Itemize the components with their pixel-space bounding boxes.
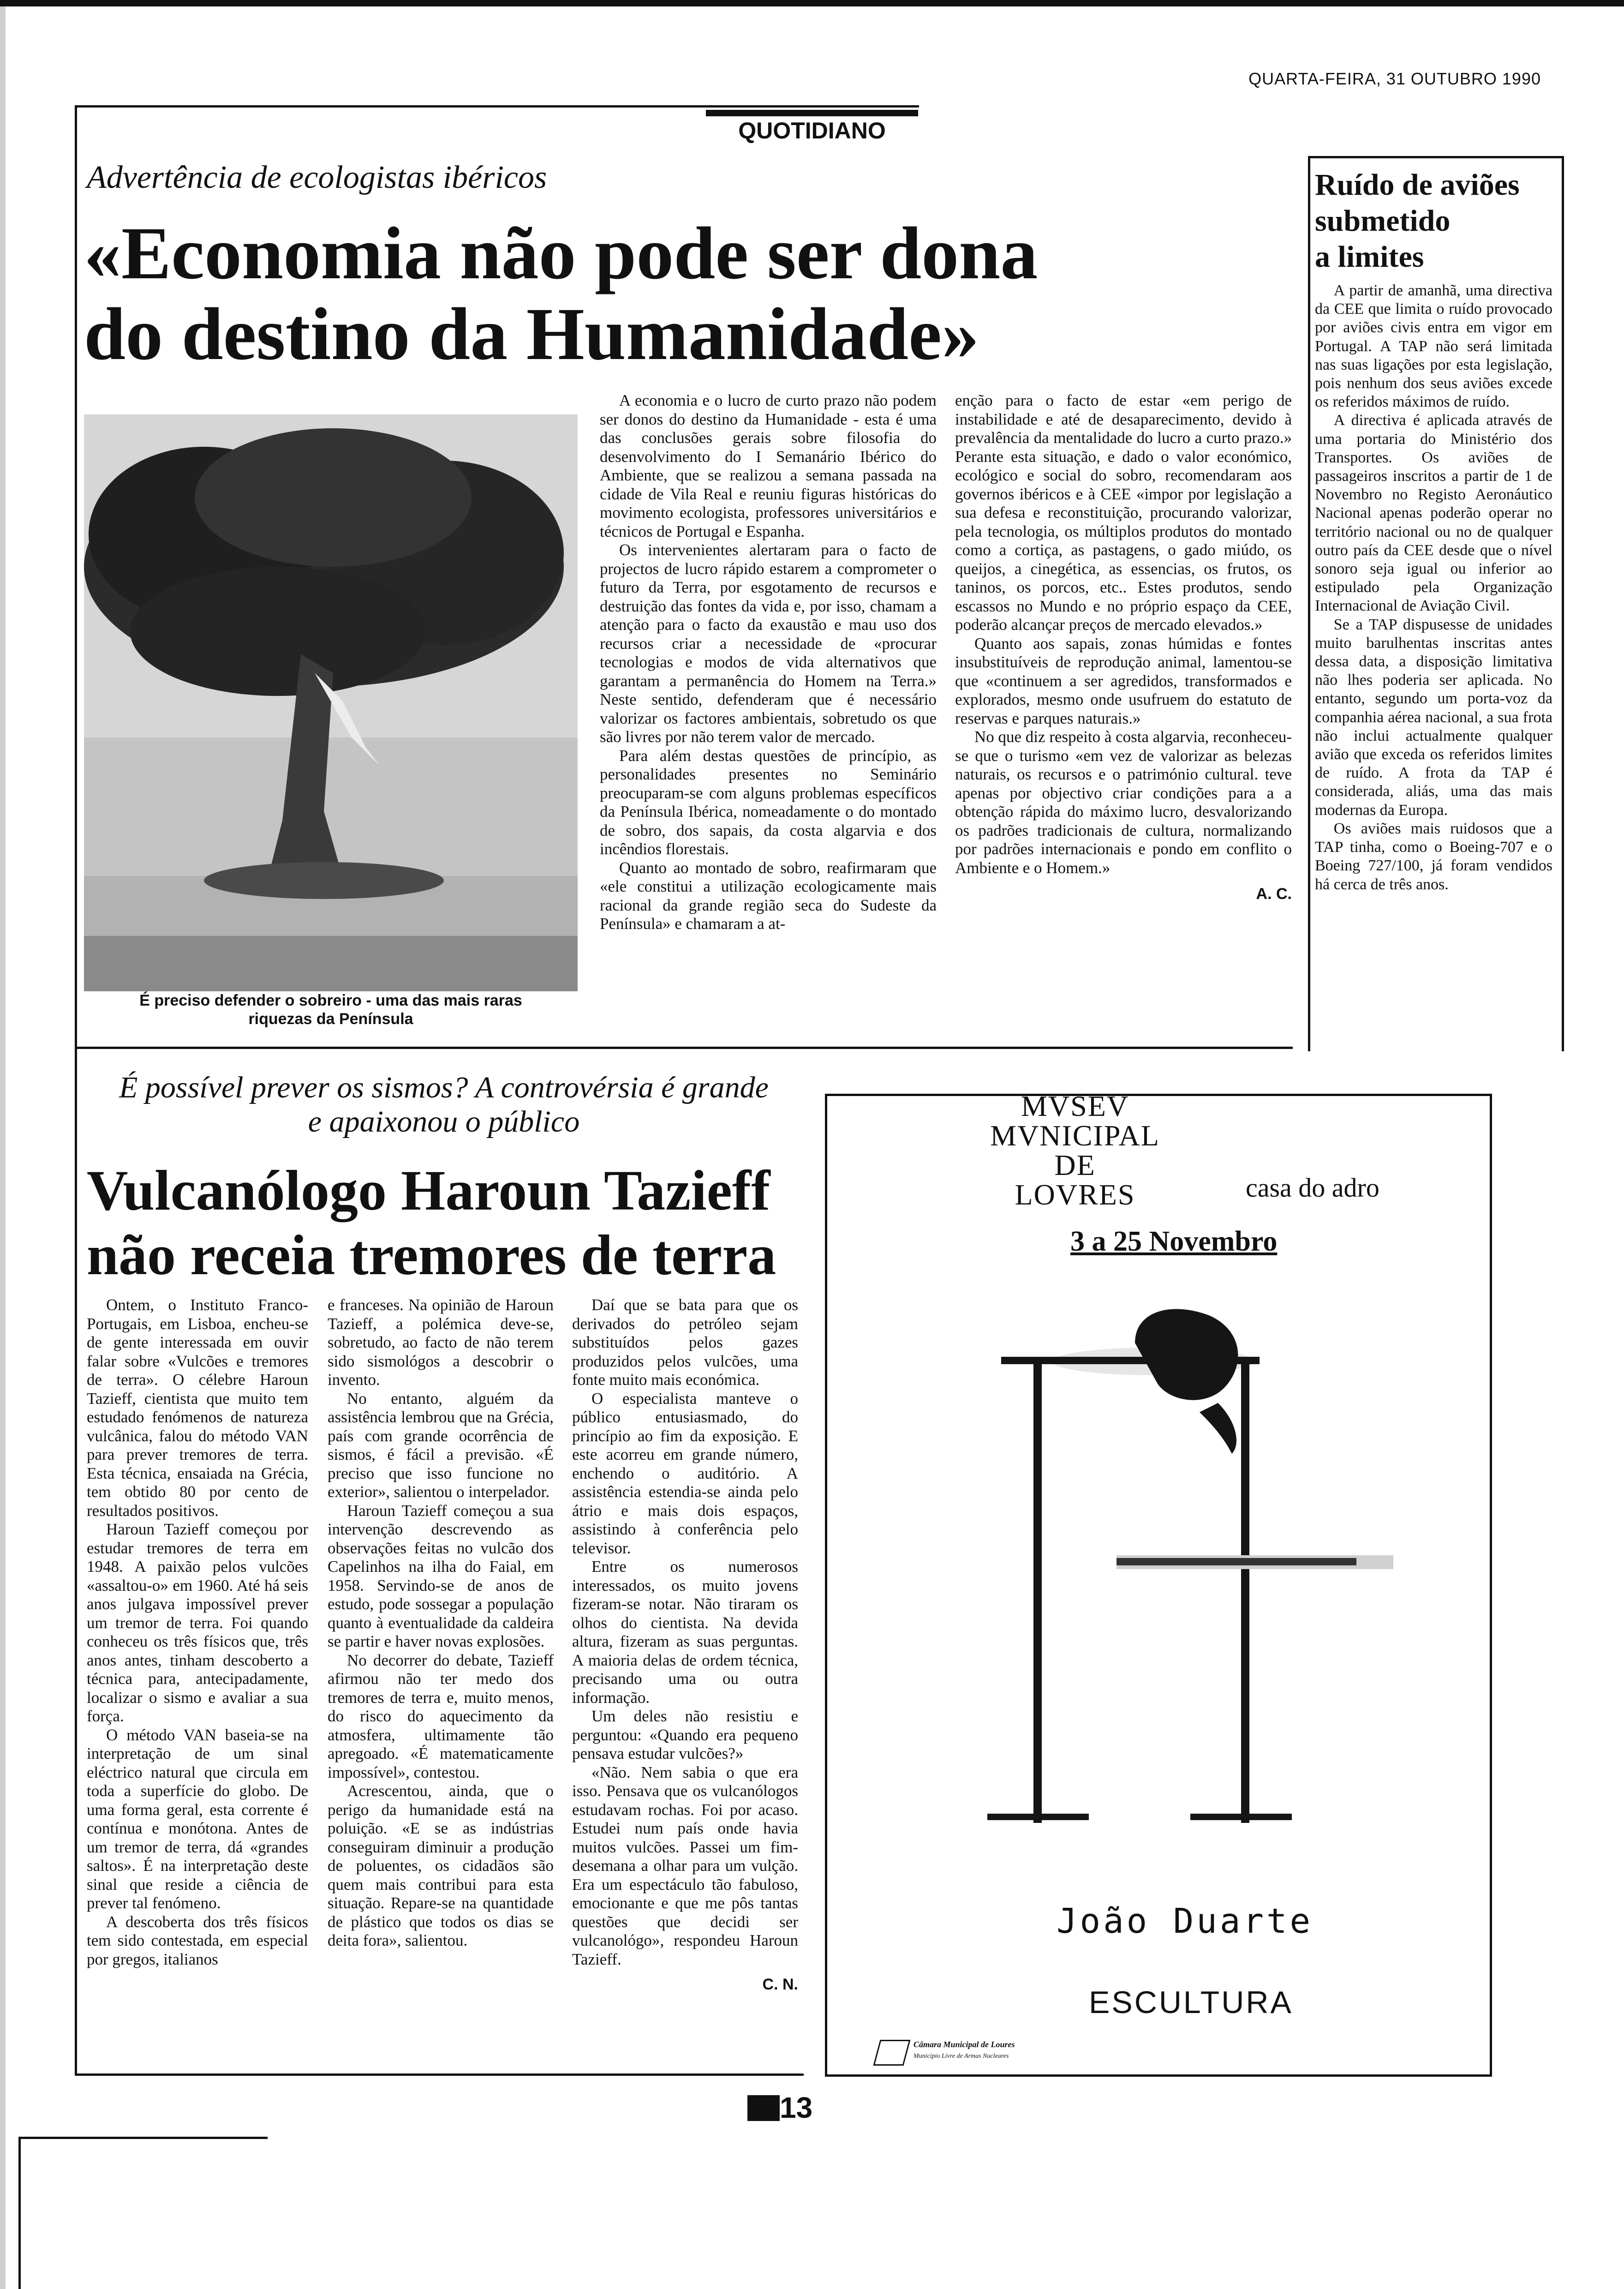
photo-caption xyxy=(84,991,578,1028)
museum-logo-line3: DE xyxy=(1054,1149,1096,1181)
left-margin-rule xyxy=(0,6,6,2289)
museum-logo-line4: LOVRES xyxy=(1015,1178,1135,1211)
lead-headline-line2: do destino da Humanidade» xyxy=(84,293,979,376)
second-kicker-line1: É possível prever os sismos? A controvérsia é grande xyxy=(119,1071,769,1104)
sidebar-right-rule xyxy=(1562,156,1564,1051)
sidebar-body xyxy=(1315,282,1552,894)
page-logo-mark xyxy=(747,2095,780,2121)
second-paragraph: No entanto, alguém da assistência lembrou que na Grécia, país com grande ocorrência de sismos, é fácil a previsão. «É preciso que isso funcione no exterior», salientou o interpelador. xyxy=(328,1389,554,1501)
lead-signature: A. C. xyxy=(1256,885,1292,903)
second-headline-line2: não receia tremores de terra xyxy=(87,1223,776,1287)
lead-kicker: Advertência de ecologistas ibéricos xyxy=(87,160,547,195)
second-paragraph: Acrescentou, ainda, que o perigo da humanidade está na poluição. «E se as indústrias conseguiram diminuir a produção de poluentes, os cidadãos são quem mais contribui para esta situação. Repare-se na quantidade de plástico que todos os dias se deita fora», salientou. xyxy=(328,1782,554,1949)
second-paragraph: Daí que se bata para que os derivados do petróleo sejam substituídos pelos gazes produzidos pelos vulcões, uma fonte muito mais económica. xyxy=(572,1296,798,1389)
lead-paragraph: Os intervenientes alertaram para o facto de projectos de lucro rápido estarem a comprometer o futuro da Terra, por esgotamento de recursos e destruição das fontes da vida e, por isso, chamam a atenção para o facto da exaustão e mau uso dos recursos criar a necessidade de «procurar tecnologias e modos de vida alternativos que garantam a permanência do Homem na Terra.» Neste sentido, defenderam que é necessário valorizar os factores ambientais, sobretudo os que são livres por não terem valor de mercado. xyxy=(600,541,937,746)
second-paragraph: Ontem, o Instituto Franco-Portugais, em Lisboa, encheu-se de gente interessada em ouvir falar sobre «Vulcões e tremores de terra». O célebre Haroun Tazieff, cientista que muito tem estudado fenómenos de natureza vulcânica, falou do método VAN para prever tremores de terra. Esta técnica, ensaiada na Grécia, tem obtido 80 por cento de resultados positivos. xyxy=(87,1296,308,1520)
sculpture-leg-right xyxy=(1241,1361,1249,1823)
lead-paragraph: No que diz respeito à costa algarvia, reconheceu-se que o turismo «em vez de valorizar as belezas naturais, os recursos e o património cultural. teve apenas por objectivo criar condições para a a obtenção rápida do máximo lucro, desvalorizando os padrões tradicionais de cultura, normalizando por padrões internacionais e pondo em conflito o Ambiente e o Homem.» xyxy=(955,728,1292,877)
mid-separator-rule xyxy=(75,1047,1293,1049)
exhibition-discipline: ESCULTURA xyxy=(1089,1985,1293,2020)
sculpture-head xyxy=(1135,1309,1238,1400)
second-paragraph: «Não. Nem sabia o que era isso. Pensava que os vulcanólogos estudavam rochas. Foi por acaso. Estudei num país onde havia muitos vulcões. Passei um fim-desemana a olhar para um vulção. Era um espectáculo tão fabuloso, emocionante e que me pôs tantas questões que decidi ser vulcanológo», respondeu Haroun Tazieff. xyxy=(572,1763,798,1968)
cork-oak-tree-illustration xyxy=(84,414,578,991)
sidebar-title-line2: submetido xyxy=(1315,204,1451,238)
museum-logo-line1: MVSEV xyxy=(1021,1090,1129,1122)
sidebar-paragraph: A directiva é aplicada através de uma portaria do Ministério dos Transportes. Os aviões de passageiros inscritos a partir de 1 de Novembro no Registo Aeronáutico Nacional apenas poderão operar no território nacional ou no de qualquer outro país da CEE desde que o nível sonoro seja igual ou inferior ao estipulado pela Organização Internacional de Aviação Civil. xyxy=(1315,412,1552,615)
sculpture-illustration xyxy=(877,1283,1430,1883)
sidebar-title-line1: Ruído de aviões xyxy=(1315,168,1520,202)
photo-caption-line2: riquezas da Península xyxy=(248,1010,413,1028)
sponsor-emblem-icon xyxy=(873,2040,910,2066)
second-column-2 xyxy=(328,1296,554,1950)
sidebar-title xyxy=(1315,167,1555,275)
bottom-left-rule xyxy=(18,2137,21,2289)
artist-name: João Duarte xyxy=(1057,1901,1314,1941)
second-bottom-rule xyxy=(75,2073,804,2076)
second-column-3 xyxy=(572,1296,798,1994)
second-left-rule xyxy=(75,1047,77,2076)
second-paragraph: No decorrer do debate, Tazieff afirmou não ter medo dos tremores de terra e, muito menos, do risco do aquecimento da atmosfera, ultimamente tão apregoado. «É matematicamente impossível», contestou. xyxy=(328,1651,554,1781)
sidebar-title-line3: a limites xyxy=(1315,240,1424,274)
exhibition-dates: 3 a 25 Novembro xyxy=(1070,1226,1278,1257)
dateline: QUARTA-FEIRA, 31 OUTUBRO 1990 xyxy=(1248,69,1541,88)
second-column-1 xyxy=(87,1296,308,1969)
sidebar-paragraph: Se a TAP dispusesse de unidades muito barulhentas inscritas antes dessa data, a disposição limitativa não lhes poderia ser aplicada. No entanto, segundo um porta-voz da companhia aérea nacional, a sua frota não inclui actualmente qualquer avião que exceda os referidos limites de ruído. A frota da TAP é considerada, aliás, uma das mais modernas da Europa. xyxy=(1315,616,1552,819)
second-signature: C. N. xyxy=(762,1976,798,1993)
lead-paragraph: Para além destas questões de princípio, as personalidades presentes no Seminário preocuparam-se com alguns problemas específicos da Península Ibérica, nomeadamente o do montado de sobro, dos sapais, da costa algarvia e dos incêndios florestais. xyxy=(600,746,937,858)
section-tag: QUOTIDIANO xyxy=(706,110,918,144)
lead-column-2 xyxy=(955,391,1292,904)
photo-caption-line1: É preciso defender o sobreiro - uma das mais raras xyxy=(139,992,522,1009)
second-paragraph: O método VAN baseia-se na interpretação de um sinal eléctrico natural que circula em toda a superfície do globo. De uma forma geral, esta corrente é contínua e monótona. Antes de um tremor de terra, dá «grandes saltos». É na interpretação deste sinal que reside a ciência de prever tal fenómeno. xyxy=(87,1726,308,1912)
lead-paragraph: Quanto ao montado de sobro, reafirmaram que «ele constitui a utilização ecologicamente mais racional da grande região seca do Sudeste da Península» e chamaram a at- xyxy=(600,858,937,933)
sidebar-paragraph: Os aviões mais ruidosos que a TAP tinha, como o Boeing-707 e o Boeing 727/100, já foram vendidos há cerca de três anos. xyxy=(1315,820,1552,893)
top-border-rule xyxy=(0,0,1624,6)
lead-paragraph: Quanto aos sapais, zonas húmidas e fontes insubstituíveis de reprodução animal, lamentou-se que «continuem a ser agredidos, transformados e explorados, mesmo onde usufruem do estatuto de reservas e parques naturais.» xyxy=(955,634,1292,727)
sidebar-paragraph: A partir de amanhã, uma directiva da CEE que limita o ruído provocado por aviões civis entra em vigor em Portugal. A TAP não será limitada nas suas ligações por esta legislação, pois nenhum dos seus aviões excede os referidos máximos de ruído. xyxy=(1315,282,1552,411)
lead-paragraph: enção para o facto de estar «em perigo de instabilidade e até de desaparecimento, devido à prevalência da mentalidade do lucro a curto prazo.» Perante esta situação, e dado o valor económico, ecológico e social do sobro, recomendaram aos governos ibéricos e à CEE «impor por legislação a sua defesa e reconstituição, procurando valorizar, pela tecnologia, os múltiplos produtos do montado como a cortiça, as pastagens, o gado miúdo, os queijos, a cinegética, as essencias, os frutos, os taninos, os porcos, etc.. Estes produtos, sendo escassos no Mundo e no próprio espaço da CEE, poderão alcançar preços de mercado elevados.» xyxy=(955,391,1292,634)
cork-oak-photo xyxy=(84,414,578,991)
lead-headline-line1: «Economia não pode ser dona xyxy=(84,212,1038,295)
second-headline-line1: Vulcanólogo Haroun Tazieff xyxy=(87,1159,770,1222)
second-paragraph: Entre os numerosos interessados, os muito jovens fizeram-se notar. Não tiraram os olhos do cientista. Na devida altura, fizeram as suas perguntas. A maioria delas de ordem técnica, precisando uma ou outra informação. xyxy=(572,1558,798,1707)
bottom-left-horizontal-rule xyxy=(18,2137,268,2139)
venue-text: casa do adro xyxy=(1246,1173,1379,1203)
second-paragraph: O especialista manteve o público entusiasmado, do princípio ao fim da exposição. E este acorreu em grande número, enchendo o auditório. A assistência estendia-se ainda pelo átrio e mais dois espaços, assistindo à conferência pelo televisor. xyxy=(572,1389,798,1557)
second-paragraph: Um deles não resistiu e perguntou: «Quando era pequeno pensava estudar vulcões?» xyxy=(572,1707,798,1762)
second-kicker xyxy=(84,1071,804,1139)
second-paragraph: e franceses. Na opinião de Haroun Tazieff, a polémica deve-se, sobretudo, ao facto de não terem sido sismológos a descobrir o invento. xyxy=(328,1296,554,1389)
sculpture-leg-left xyxy=(1033,1361,1042,1823)
lead-top-rule xyxy=(75,105,919,108)
museum-logo-line2: MVNICIPAL xyxy=(990,1119,1160,1152)
second-kicker-line2: e apaixonou o público xyxy=(308,1105,580,1139)
lead-column-1 xyxy=(600,391,937,934)
second-paragraph: Haroun Tazieff começou a sua intervenção descrevendo as observações feitas no vulcão dos Capelinhos na ilha do Faial, em 1958. Servindo-se de anos de estudo, pode sossegar a população quanto à eventualidade da caldeira se partir e haver novas explosões. xyxy=(328,1501,554,1650)
page-number: 13 xyxy=(780,2091,813,2124)
museum-logo xyxy=(960,1091,1190,1210)
lead-left-rule xyxy=(75,105,77,1051)
sidebar-top-rule xyxy=(1308,156,1564,158)
sponsor-line2: Município Livre de Armas Nucleares xyxy=(914,2053,1009,2060)
sponsor-block xyxy=(877,2040,1107,2066)
sidebar-left-rule xyxy=(1308,156,1310,1051)
second-paragraph: Haroun Tazieff começou por estudar tremores de terra em 1948. A paixão pelos vulcões «assaltou-o» em 1960. Até há seis anos julgava impossível prever um tremor de terra. Foi quando conheceu os três físicos que, três anos antes, tinham descoberto a técnica para, antecipadamente, localizar o sismo e avaliar a sua força. xyxy=(87,1520,308,1725)
second-paragraph: A descoberta dos três físicos tem sido contestada, em especial por gregos, italianos xyxy=(87,1912,308,1968)
sponsor-line1: Câmara Municipal de Loures xyxy=(914,2040,1015,2049)
lead-paragraph: A economia e o lucro de curto prazo não podem ser donos do destino da Humanidade - esta é uma das conclusões gerais sobre filosofia do desenvolvimento do I Semanário Ibérico do Ambiente, que se realizou a semana passada na cidade de Vila Real e reuniu figuras históricas do movimento ecologista, professores universitários e técnicos de Portugal e Espanha. xyxy=(600,391,937,540)
